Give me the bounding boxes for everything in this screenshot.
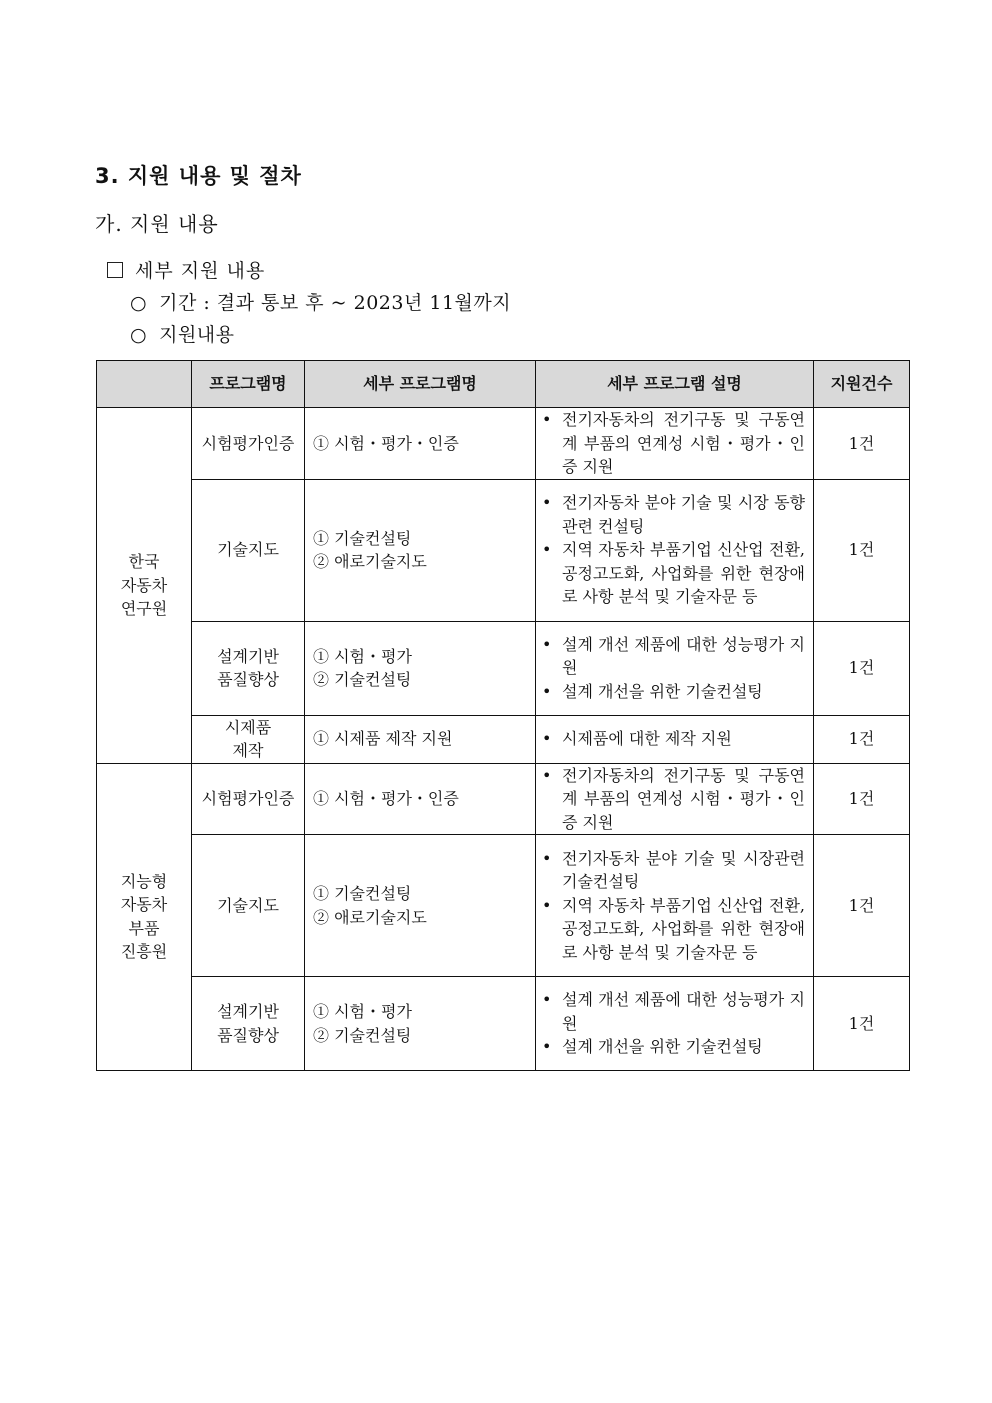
checkbox-square-icon bbox=[107, 262, 123, 278]
bullet-dot-icon: • bbox=[542, 848, 552, 868]
bullet-dot-icon: • bbox=[542, 540, 552, 560]
sub-program-item: ② 기술컨설팅 bbox=[313, 1025, 412, 1045]
count-cell: 1건 bbox=[814, 835, 910, 977]
program-cell bbox=[192, 408, 305, 480]
description-bullet bbox=[542, 1035, 805, 1059]
bullet-dot-icon: • bbox=[542, 1037, 552, 1057]
subsection-title: 가. 지원 내용 bbox=[95, 212, 219, 236]
bullet-text: 지원내용 bbox=[159, 324, 235, 346]
sub-program-cell bbox=[305, 408, 536, 480]
description-bullet bbox=[542, 538, 805, 609]
program-name: 시험평가인증 bbox=[201, 789, 295, 808]
bullet-dot-icon: • bbox=[542, 410, 552, 429]
program-name: 시험평가인증 bbox=[201, 433, 295, 453]
table-row bbox=[97, 977, 910, 1071]
sub-program-cell bbox=[305, 621, 536, 715]
description-cell bbox=[536, 408, 814, 480]
table-body bbox=[97, 408, 910, 1071]
sub-program-item: ① 시제품 제작 지원 bbox=[313, 729, 453, 749]
description-bullet bbox=[542, 491, 805, 538]
bullet-dot-icon: • bbox=[542, 729, 552, 749]
description-cell bbox=[536, 835, 814, 977]
org-cell bbox=[97, 408, 192, 764]
description-text: 시제품에 대한 제작 지원 bbox=[562, 729, 732, 749]
bullet-dot-icon: • bbox=[542, 895, 552, 915]
bullet-dot-icon: • bbox=[542, 493, 552, 513]
sub-program-item: ① 시험・평가 bbox=[313, 1002, 412, 1021]
description-bullet bbox=[542, 988, 805, 1035]
description-text: 전기자동차의 전기구동 및 구동연계 부품의 연계성 시험・평가・인증 지원 bbox=[562, 410, 805, 476]
bullet-dot-icon: • bbox=[542, 765, 552, 785]
description-bullet bbox=[542, 764, 805, 835]
org-name-line: 자동차 bbox=[120, 895, 168, 915]
support-table bbox=[96, 360, 910, 1071]
org-name-line: 연구원 bbox=[120, 599, 168, 618]
program-name: 품질향상 bbox=[217, 1025, 279, 1045]
description-bullet bbox=[542, 633, 805, 680]
description-cell bbox=[536, 763, 814, 835]
table-row bbox=[97, 479, 910, 621]
program-cell bbox=[192, 835, 305, 977]
program-name: 시제품 bbox=[224, 717, 272, 737]
program-name: 품질향상 bbox=[217, 670, 279, 689]
sub-program-item: ② 애로기술지도 bbox=[313, 552, 427, 571]
org-name-line: 자동차 bbox=[120, 575, 168, 595]
section-title: 3. 지원 내용 및 절차 bbox=[95, 164, 302, 188]
description-bullet bbox=[542, 847, 805, 894]
description-cell bbox=[536, 715, 814, 763]
description-text: 전기자동차 분야 기술 및 시장 동향 관련 컨설팅 bbox=[562, 493, 805, 536]
sub-program-cell bbox=[305, 763, 536, 835]
description-cell bbox=[536, 977, 814, 1071]
table-header-row bbox=[97, 361, 910, 408]
count-cell: 1건 bbox=[814, 621, 910, 715]
header-sub-program: 세부 프로그램명 bbox=[305, 361, 536, 408]
description-text: 설계 개선 제품에 대한 성능평가 지원 bbox=[562, 990, 805, 1033]
bullet-text: 기간 : 결과 통보 후 ~ 2023년 11월까지 bbox=[159, 292, 512, 314]
program-name: 설계기반 bbox=[217, 1002, 279, 1021]
bullet-content bbox=[130, 320, 235, 347]
header-blank bbox=[97, 361, 192, 408]
sub-program-item: ① 기술컨설팅 bbox=[313, 884, 412, 903]
bullet-dot-icon: • bbox=[542, 681, 552, 701]
sub-program-item: ② 애로기술지도 bbox=[313, 907, 427, 927]
bullet-dot-icon: • bbox=[542, 990, 552, 1010]
bullet-dot-icon: • bbox=[542, 634, 552, 654]
description-bullet bbox=[542, 727, 805, 751]
sub-program-item: ② 기술컨설팅 bbox=[313, 670, 412, 689]
header-count: 지원건수 bbox=[814, 361, 910, 408]
sub-program-cell bbox=[305, 835, 536, 977]
program-name: 설계기반 bbox=[217, 646, 279, 666]
org-cell bbox=[97, 763, 192, 1071]
description-text: 지역 자동차 부품기업 신산업 전환, 공정고도화, 사업화를 위한 현장애로 사항 분석 및 기술자문 등 bbox=[562, 540, 805, 607]
org-name-line: 지능형 bbox=[120, 871, 168, 891]
count-cell: 1건 bbox=[814, 408, 910, 480]
count-cell: 1건 bbox=[814, 763, 910, 835]
org-name-line: 한국 bbox=[128, 552, 160, 571]
count-cell: 1건 bbox=[814, 977, 910, 1071]
program-name: 기술지도 bbox=[217, 540, 279, 560]
program-cell bbox=[192, 763, 305, 835]
program-name: 제작 bbox=[232, 741, 264, 760]
program-cell bbox=[192, 621, 305, 715]
circle-bullet-icon: ○ bbox=[130, 324, 148, 346]
header-program: 프로그램명 bbox=[192, 361, 305, 408]
table-row bbox=[97, 835, 910, 977]
table-row bbox=[97, 621, 910, 715]
description-bullet bbox=[542, 408, 805, 479]
description-cell bbox=[536, 621, 814, 715]
program-cell bbox=[192, 977, 305, 1071]
description-text: 설계 개선 제품에 대한 성능평가 지원 bbox=[562, 634, 805, 678]
item-heading bbox=[107, 256, 265, 283]
sub-program-cell bbox=[305, 977, 536, 1071]
description-text: 전기자동차 분야 기술 및 시장관련 기술컨설팅 bbox=[562, 848, 805, 892]
sub-program-cell bbox=[305, 479, 536, 621]
circle-bullet-icon: ○ bbox=[130, 292, 148, 314]
sub-program-item: ① 시험・평가・인증 bbox=[313, 789, 459, 808]
sub-program-cell bbox=[305, 715, 536, 763]
table-row bbox=[97, 715, 910, 763]
description-text: 설계 개선을 위한 기술컨설팅 bbox=[562, 1037, 763, 1057]
table-row bbox=[97, 408, 910, 480]
description-bullet bbox=[542, 680, 805, 704]
bullet-period bbox=[130, 288, 511, 315]
sub-program-item: ① 시험・평가・인증 bbox=[313, 433, 459, 453]
count-cell: 1건 bbox=[814, 715, 910, 763]
sub-program-item: ① 시험・평가 bbox=[313, 646, 412, 666]
item-heading-text: 세부 지원 내용 bbox=[135, 260, 266, 282]
sub-program-item: ① 기술컨설팅 bbox=[313, 528, 412, 548]
program-name: 기술지도 bbox=[217, 895, 279, 915]
count-cell: 1건 bbox=[814, 479, 910, 621]
description-bullet bbox=[542, 894, 805, 965]
header-description: 세부 프로그램 설명 bbox=[536, 361, 814, 408]
org-name-line: 진흥원 bbox=[120, 942, 168, 962]
program-cell bbox=[192, 715, 305, 763]
description-text: 설계 개선을 위한 기술컨설팅 bbox=[562, 681, 763, 701]
description-text: 지역 자동차 부품기업 신산업 전환, 공정고도화, 사업화를 위한 현장애로 사항 분석 및 기술자문 등 bbox=[562, 895, 805, 962]
table-row bbox=[97, 763, 910, 835]
org-name-line: 부품 bbox=[128, 918, 160, 938]
description-cell bbox=[536, 479, 814, 621]
description-text: 전기자동차의 전기구동 및 구동연계 부품의 연계성 시험・평가・인증 지원 bbox=[562, 765, 805, 832]
program-cell bbox=[192, 479, 305, 621]
